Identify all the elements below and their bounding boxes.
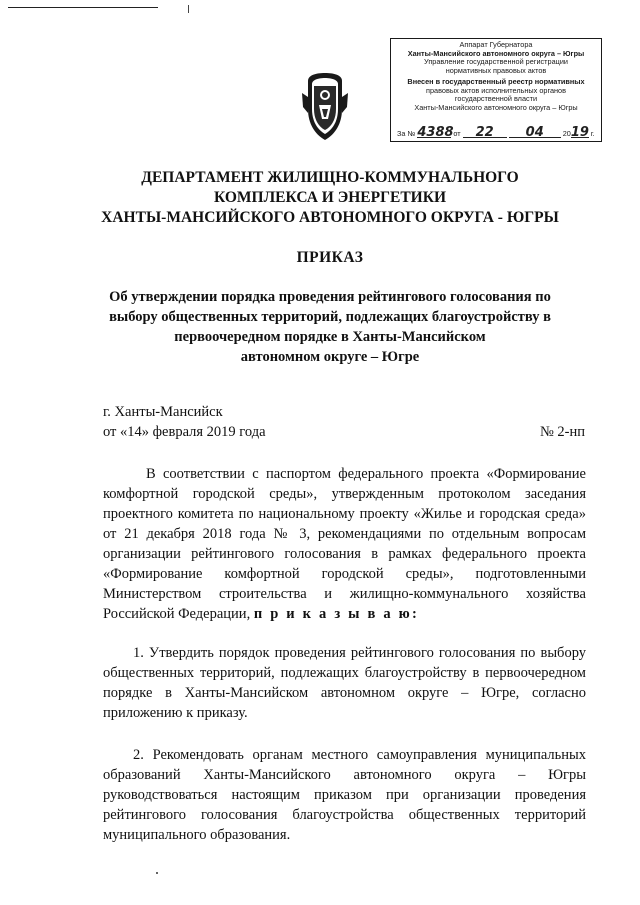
dept-line: КОМПЛЕКСА И ЭНЕРГЕТИКИ (213, 189, 447, 206)
stamp-reg-year-prefix: 20 (562, 128, 571, 138)
scan-artifact-line (8, 7, 158, 8)
subject-line: Об утверждении порядка проведения рейтингового голосования по (109, 289, 551, 305)
stamp-line: Ханты-Мансийского автономного округа – Югры (407, 49, 585, 58)
order-date: от «14» февраля 2019 года (103, 424, 266, 440)
stamp-reg-year: 19 (570, 124, 589, 140)
city-line: г. Ханты-Мансийск (103, 404, 223, 420)
stamp-line: Управление государственной регистрации (424, 58, 568, 66)
coat-of-arms-emblem (300, 73, 350, 141)
scan-artifact-tick (188, 5, 189, 13)
stamp-line: Внесен в государственный реестр нормативных (407, 78, 585, 86)
stamp-reg-number: 4388 (417, 124, 454, 140)
stamp-reg-prefix: За № (397, 128, 416, 138)
intro-text: В соответствии с паспортом федерального проекта «Формирование комфортной городской среды», утвержденным протоколом заседания проектного комитета по национальному проекту «Жилье и городская среда» от 21 декабря 2018 года № 3, рекомендациями по отдельным вопросам организации рейтингового голосования в рамках федерального проекта «Формирование комфортной городской среды», подготовленными Министерством строительства и жилищно-коммунального хозяйства Российской Федерации, (103, 466, 586, 622)
registration-stamp (390, 38, 602, 142)
order-word: п р и к а з ы в а ю: (253, 606, 419, 622)
intro-paragraph (103, 464, 586, 624)
subject-line: выбору общественных территорий, подлежащих благоустройству в (109, 309, 551, 325)
stamp-registration-line (397, 124, 597, 140)
order-number: № 2-нп (539, 424, 585, 440)
stamp-line: нормативных правовых актов (445, 66, 547, 75)
subject-line: автономном округе – Югре (240, 349, 420, 365)
stamp-reg-month: 04 (509, 129, 561, 139)
dept-line: ДЕПАРТАМЕНТ ЖИЛИЩНО-КОММУНАЛЬНОГО (141, 169, 519, 186)
department-heading (70, 168, 590, 228)
subject-line: первоочередном порядке в Ханты-Мансийском (174, 329, 486, 345)
stamp-reg-day: 22 (463, 129, 507, 139)
stamp-reg-suffix: г. (590, 128, 595, 138)
stamp-line: Ханты-Мансийского автономного округа – Югры (414, 103, 578, 112)
stamp-line: Аппарат Губернатора (459, 41, 533, 49)
dept-line: ХАНТЫ-МАНСИЙСКОГО АВТОНОМНОГО ОКРУГА - ЮГРЫ (101, 209, 559, 226)
stamp-line: правовых актов исполнительных органов (426, 86, 566, 95)
order-title: ПРИКАЗ (296, 249, 364, 266)
item-2-paragraph: 2. Рекомендовать органам местного самоуправления муниципальных образований Ханты-Мансийского автономного округа – Югры руководствоваться настоящим приказом при организации проведения рейтингового голосования благоустройства общественных территорий муниципального образования. (103, 747, 586, 843)
stamp-reg-from: от (453, 128, 461, 138)
item-1-paragraph: 1. Утвердить порядок проведения рейтингового голосования по выбору общественных территорий, подлежащих благоустройству в первоочередном порядке в Ханты-Мансийском автономном округе – Югре, согласно приложению к приказу. (103, 645, 586, 721)
stamp-line: государственной власти (454, 95, 538, 103)
scan-artifact-dot (156, 872, 158, 874)
order-subject (90, 287, 570, 367)
